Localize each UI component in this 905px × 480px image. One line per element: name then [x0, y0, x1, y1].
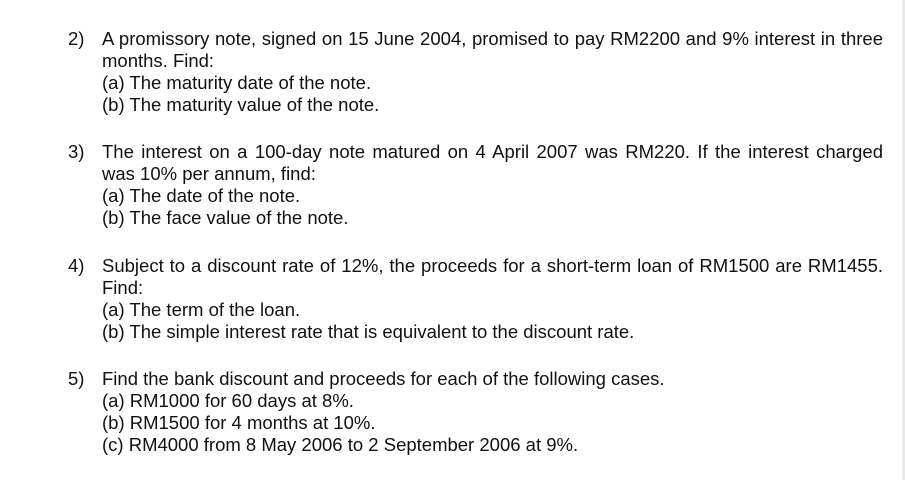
question-part-a: (a) RM1000 for 60 days at 8%.	[102, 390, 354, 411]
question-number: 3)	[68, 141, 85, 162]
question-part-b: (b) The face value of the note.	[102, 207, 349, 228]
question-part-a: (a) The maturity date of the note.	[102, 72, 372, 93]
question-5	[68, 368, 883, 456]
question-text: The interest on a 100-day note matured on 4 April 2007 was RM220. If the interest charged was 10% per annum, find:	[102, 141, 883, 184]
question-part-b: (b) The simple interest rate that is equivalent to the discount rate.	[102, 321, 635, 342]
question-body	[102, 255, 883, 343]
question-body	[102, 368, 883, 456]
question-2	[68, 28, 883, 116]
question-text: A promissory note, signed on 15 June 2004, promised to pay RM2200 and 9% interest in three months. Find:	[102, 28, 883, 71]
question-4	[68, 255, 883, 343]
question-part-a: (a) The term of the loan.	[102, 299, 301, 320]
question-number: 5)	[68, 368, 85, 389]
question-3	[68, 141, 883, 229]
question-body	[102, 141, 883, 229]
question-number: 4)	[68, 255, 85, 276]
question-part-a: (a) The date of the note.	[102, 185, 301, 206]
question-part-b: (b) RM1500 for 4 months at 10%.	[102, 412, 376, 433]
question-number: 2)	[68, 28, 85, 49]
question-part-c: (c) RM4000 from 8 May 2006 to 2 September 2006 at 9%.	[102, 434, 579, 455]
question-body	[102, 28, 883, 116]
question-text: Subject to a discount rate of 12%, the proceeds for a short-term loan of RM1500 are RM1455. Find:	[102, 255, 883, 298]
question-part-b: (b) The maturity value of the note.	[102, 94, 380, 115]
question-text: Find the bank discount and proceeds for each of the following cases.	[102, 368, 665, 389]
